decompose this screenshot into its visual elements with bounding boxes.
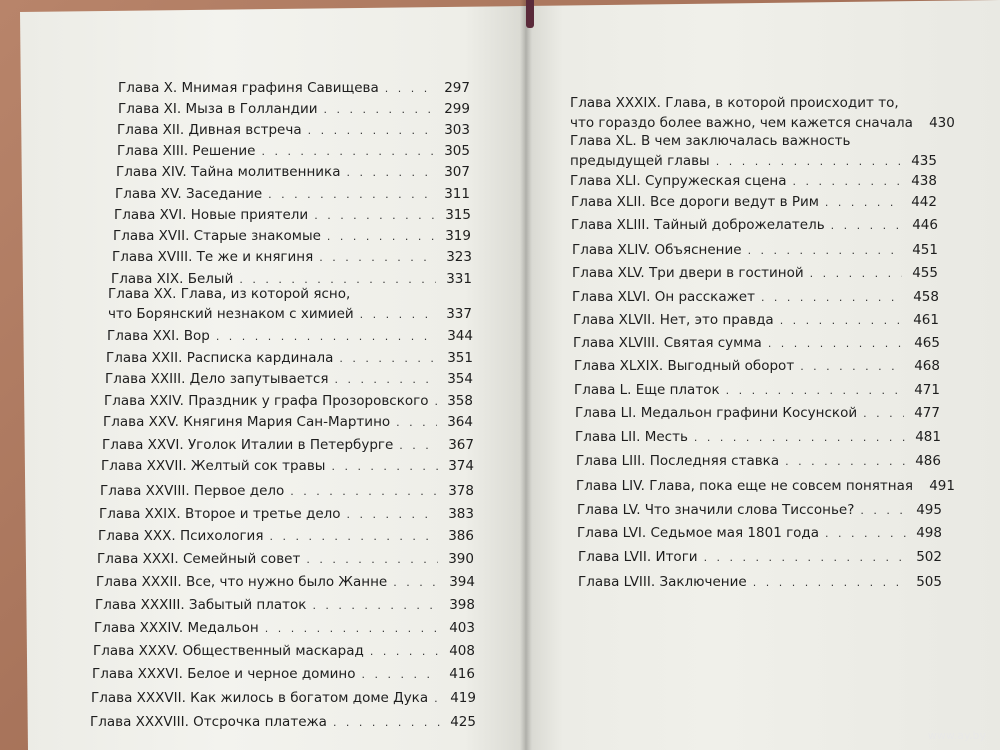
toc-entry [115, 186, 470, 202]
toc-entry [102, 437, 474, 453]
toc-entry [112, 249, 472, 265]
toc-entry-title: Глава XV. Заседание [115, 186, 263, 202]
toc-entry-page: 367 [448, 437, 474, 453]
toc-entry-title: Глава XXXVII. Как жилось в богатом доме Дука [91, 690, 429, 706]
toc-entry-title: Глава XXII. Расписка кардинала [106, 350, 334, 366]
toc-entry-page: 455 [912, 265, 938, 281]
toc-entry-title: Глава LVIII. Заключение [578, 574, 747, 590]
toc-entry-title: Глава XXIX. Второе и третье дело [99, 506, 341, 522]
toc-entry-title: Глава XXVI. Уголок Италии в Петербурге [102, 437, 394, 453]
toc-entry-page: 323 [446, 249, 472, 265]
toc-entry [574, 358, 940, 374]
toc-entry [118, 80, 470, 96]
leader-dots [825, 196, 901, 209]
leader-dots [831, 219, 902, 232]
toc-entry [577, 502, 942, 518]
toc-entry-title-line1: Глава XL. В чем заключалась важность [570, 133, 851, 149]
toc-entry-page: 442 [911, 194, 937, 210]
leader-dots [863, 407, 904, 420]
toc-entry-title: Глава XXIII. Дело запутывается [105, 371, 329, 387]
toc-entry-page: 358 [447, 393, 473, 409]
toc-entry-page: 344 [447, 328, 473, 344]
toc-entry-title: Глава XXVIII. Первое дело [100, 483, 285, 499]
toc-entry-title: Глава LI. Медальон графини Косунской [575, 405, 858, 421]
toc-entry [106, 350, 473, 366]
toc-entry [118, 101, 470, 117]
leader-dots [860, 504, 906, 517]
toc-entry-title: Глава XXX. Психология [98, 528, 264, 544]
toc-entry-page: 505 [916, 574, 942, 590]
leader-dots [399, 439, 438, 452]
toc-entry [576, 478, 955, 494]
toc-entry-page: 364 [447, 414, 473, 430]
toc-entry [90, 714, 476, 730]
toc-entry-title: что Борянский незнаком с химией [108, 306, 354, 322]
toc-entry-page: 307 [444, 164, 470, 180]
toc-entry [578, 574, 942, 590]
toc-entry-page: 354 [447, 371, 473, 387]
toc-entry [100, 483, 474, 499]
leader-dots [761, 291, 903, 304]
leader-dots [800, 360, 904, 373]
toc-entry-title: Глава XXIV. Праздник у графа Прозоровского [104, 393, 429, 409]
toc-entry [575, 429, 941, 445]
toc-entry [578, 549, 942, 565]
toc-entry-title: Глава L. Еще платок [574, 382, 720, 398]
cover-edge [526, 0, 534, 28]
toc-entry-title: Глава XXVII. Желтый сок травы [101, 458, 326, 474]
toc-entry [111, 271, 472, 287]
toc-entry-title: Глава LVI. Седьмое мая 1801 года [577, 525, 820, 541]
leader-dots [434, 692, 440, 705]
toc-entry-title: Глава XI. Мыза в Голландии [118, 101, 318, 117]
leader-dots [331, 460, 438, 473]
toc-entry-title: Глава XLIII. Тайный доброжелатель [571, 217, 825, 233]
toc-entry-page: 495 [916, 502, 942, 518]
leader-dots [780, 314, 903, 327]
leader-dots [396, 416, 437, 429]
toc-entry [92, 666, 475, 682]
toc-entry-page: 491 [929, 478, 955, 494]
leader-dots [694, 431, 905, 444]
toc-entry-page: 416 [449, 666, 475, 682]
toc-entry-page: 319 [445, 228, 471, 244]
toc-entry-title: Глава XXXIII. Забытый платок [95, 597, 307, 613]
toc-entry-title-line1: Глава XX. Глава, из которой ясно, [108, 286, 351, 302]
toc-entry-title: Глава LII. Месть [575, 429, 688, 445]
toc-entry-page: 477 [914, 405, 940, 421]
leader-dots [306, 553, 438, 566]
toc-entry-title: Глава LVII. Итоги [578, 549, 698, 565]
leader-dots [347, 508, 438, 521]
leader-dots [716, 155, 901, 168]
toc-entry-title: Глава XXXVI. Белое и черное домино [92, 666, 356, 682]
toc-entry-page: 438 [911, 173, 937, 189]
toc-entry [101, 458, 474, 474]
leader-dots [346, 166, 434, 179]
toc-entry-title: Глава XXXV. Общественный маскарад [93, 643, 364, 659]
toc-entry-page: 394 [449, 574, 475, 590]
leader-dots [748, 244, 902, 257]
toc-entry-page: 305 [444, 143, 470, 159]
toc-entry [577, 525, 942, 541]
toc-entry-page: 337 [446, 306, 472, 322]
toc-entry-title: Глава XIX. Белый [111, 271, 234, 287]
toc-entry-title: Глава XIV. Тайна молитвенника [116, 164, 341, 180]
toc-entry-page: 502 [916, 549, 942, 565]
toc-entry-page: 425 [450, 714, 476, 730]
toc-entry [117, 122, 470, 138]
toc-entry [103, 414, 473, 430]
toc-entry-title: Глава XLII. Все дороги ведут в Рим [571, 194, 819, 210]
leader-dots [393, 576, 439, 589]
toc-entry-page: 465 [914, 335, 940, 351]
toc-entry-page: 468 [914, 358, 940, 374]
toc-entry-page: 378 [448, 483, 474, 499]
toc-entry-page: 297 [444, 80, 470, 96]
leader-dots [327, 230, 435, 243]
leader-dots [334, 373, 437, 386]
toc-entry [573, 312, 939, 328]
toc-entry-title: Глава XXI. Вор [107, 328, 210, 344]
leader-dots [753, 576, 906, 589]
toc-entry [570, 133, 937, 169]
toc-entry-page: 430 [929, 115, 955, 131]
toc-entry-page: 435 [911, 153, 937, 169]
leader-dots [314, 209, 435, 222]
toc-entry-title: Глава XIII. Решение [117, 143, 256, 159]
leader-dots [825, 527, 906, 540]
toc-entry-page: 351 [447, 350, 473, 366]
toc-entry [108, 286, 472, 322]
leader-dots [385, 82, 434, 95]
toc-entry-page: 419 [450, 690, 476, 706]
toc-entry [571, 217, 938, 233]
toc-entry [572, 289, 939, 305]
toc-entry-page: 403 [449, 620, 475, 636]
toc-entry-page: 461 [913, 312, 939, 328]
leader-dots [370, 645, 439, 658]
leader-dots [726, 384, 904, 397]
toc-entry-title: Глава XLIV. Объяснение [572, 242, 742, 258]
leader-dots [312, 599, 439, 612]
leader-dots [339, 352, 437, 365]
toc-entry-title: предыдущей главы [570, 153, 710, 169]
leader-dots [768, 337, 904, 350]
toc-entry-title: Глава XLVII. Нет, это правда [573, 312, 774, 328]
toc-entry-title: Глава XXXIV. Медальон [94, 620, 259, 636]
toc-entry [93, 643, 475, 659]
toc-entry [99, 506, 474, 522]
leader-dots [261, 145, 434, 158]
toc-entry-title: Глава XXV. Княгиня Мария Сан-Мартино [103, 414, 391, 430]
leader-dots [239, 273, 436, 286]
toc-entry-title: Глава XXXII. Все, что нужно было Жанне [96, 574, 388, 590]
toc-entry-title: Глава XXXVIII. Отсрочка платежа [90, 714, 327, 730]
toc-entry-page: 299 [444, 101, 470, 117]
toc-entry-page: 486 [915, 453, 941, 469]
toc-entry-page: 374 [448, 458, 474, 474]
toc-entry-title: Глава XVI. Новые приятели [114, 207, 309, 223]
watermark: www.ay.by [927, 729, 986, 742]
toc-entry-page: 471 [914, 382, 940, 398]
toc-entry-page: 386 [448, 528, 474, 544]
toc-entry-page: 458 [913, 289, 939, 305]
toc-entry [98, 528, 474, 544]
toc-entry-title: Глава XVII. Старые знакомые [113, 228, 321, 244]
leader-dots [704, 551, 906, 564]
toc-entry-title: Глава XLI. Супружеская сцена [570, 173, 787, 189]
toc-entry [575, 405, 940, 421]
leader-dots [290, 485, 438, 498]
toc-entry-page: 303 [444, 122, 470, 138]
toc-entry-page: 311 [444, 186, 470, 202]
toc-entry [96, 574, 475, 590]
toc-entry [117, 143, 470, 159]
toc-entry [570, 95, 955, 131]
toc-entry-page: 331 [446, 271, 472, 287]
book-gutter [520, 0, 532, 750]
toc-entry-page: 481 [915, 429, 941, 445]
toc-entry-title: Глава XLVI. Он расскажет [572, 289, 755, 305]
toc-entry-title: Глава LIV. Глава, пока еще не совсем понятная [576, 478, 913, 494]
toc-entry [113, 228, 471, 244]
toc-entry [97, 551, 474, 567]
toc-entry [573, 335, 940, 351]
toc-entry-title: что гораздо более важно, чем кажется сначала [570, 115, 913, 131]
toc-entry-page: 390 [448, 551, 474, 567]
leader-dots [308, 124, 434, 137]
toc-entry [91, 690, 476, 706]
toc-entry-page: 498 [916, 525, 942, 541]
toc-entry [104, 393, 473, 409]
toc-entry [572, 265, 938, 281]
toc-entry [94, 620, 475, 636]
toc-entry-page: 446 [912, 217, 938, 233]
leader-dots [268, 188, 434, 201]
toc-entry [571, 194, 937, 210]
leader-dots [269, 530, 438, 543]
toc-entry-title: Глава XII. Дивная встреча [117, 122, 302, 138]
toc-entry-title: Глава XXXI. Семейный совет [97, 551, 301, 567]
leader-dots [793, 175, 901, 188]
toc-entry-page: 408 [449, 643, 475, 659]
toc-entry [114, 207, 471, 223]
toc-entry-page: 451 [912, 242, 938, 258]
leader-dots [362, 668, 440, 681]
toc-entry-page: 398 [449, 597, 475, 613]
leader-dots [434, 395, 437, 408]
leader-dots [319, 251, 436, 264]
toc-entry-page: 315 [445, 207, 471, 223]
toc-entry [107, 328, 473, 344]
toc-entry [570, 173, 937, 189]
toc-entry-title: Глава XLV. Три двери в гостиной [572, 265, 804, 281]
leader-dots [216, 330, 437, 343]
toc-entry [576, 453, 941, 469]
toc-entry-title: Глава LV. Что значили слова Тиссонье? [577, 502, 855, 518]
leader-dots [810, 267, 902, 280]
right-page [525, 0, 1000, 750]
leader-dots [785, 455, 905, 468]
leader-dots [360, 308, 436, 321]
toc-entry-title: Глава XLVIII. Святая сумма [573, 335, 762, 351]
toc-entry-title-line1: Глава XXXIX. Глава, в которой происходит то, [570, 95, 899, 111]
toc-entry [572, 242, 938, 258]
toc-entry [95, 597, 475, 613]
toc-entry-title: Глава X. Мнимая графиня Савищева [118, 80, 379, 96]
toc-entry-title: Глава XLXIX. Выгодный оборот [574, 358, 795, 374]
leader-dots [265, 622, 439, 635]
leader-dots [333, 716, 440, 729]
toc-entry [105, 371, 473, 387]
toc-entry [116, 164, 470, 180]
toc-entry-title: Глава LIII. Последняя ставка [576, 453, 780, 469]
leader-dots [324, 103, 435, 116]
toc-entry-page: 383 [448, 506, 474, 522]
toc-entry-title: Глава XVIII. Те же и княгиня [112, 249, 314, 265]
toc-entry [574, 382, 940, 398]
